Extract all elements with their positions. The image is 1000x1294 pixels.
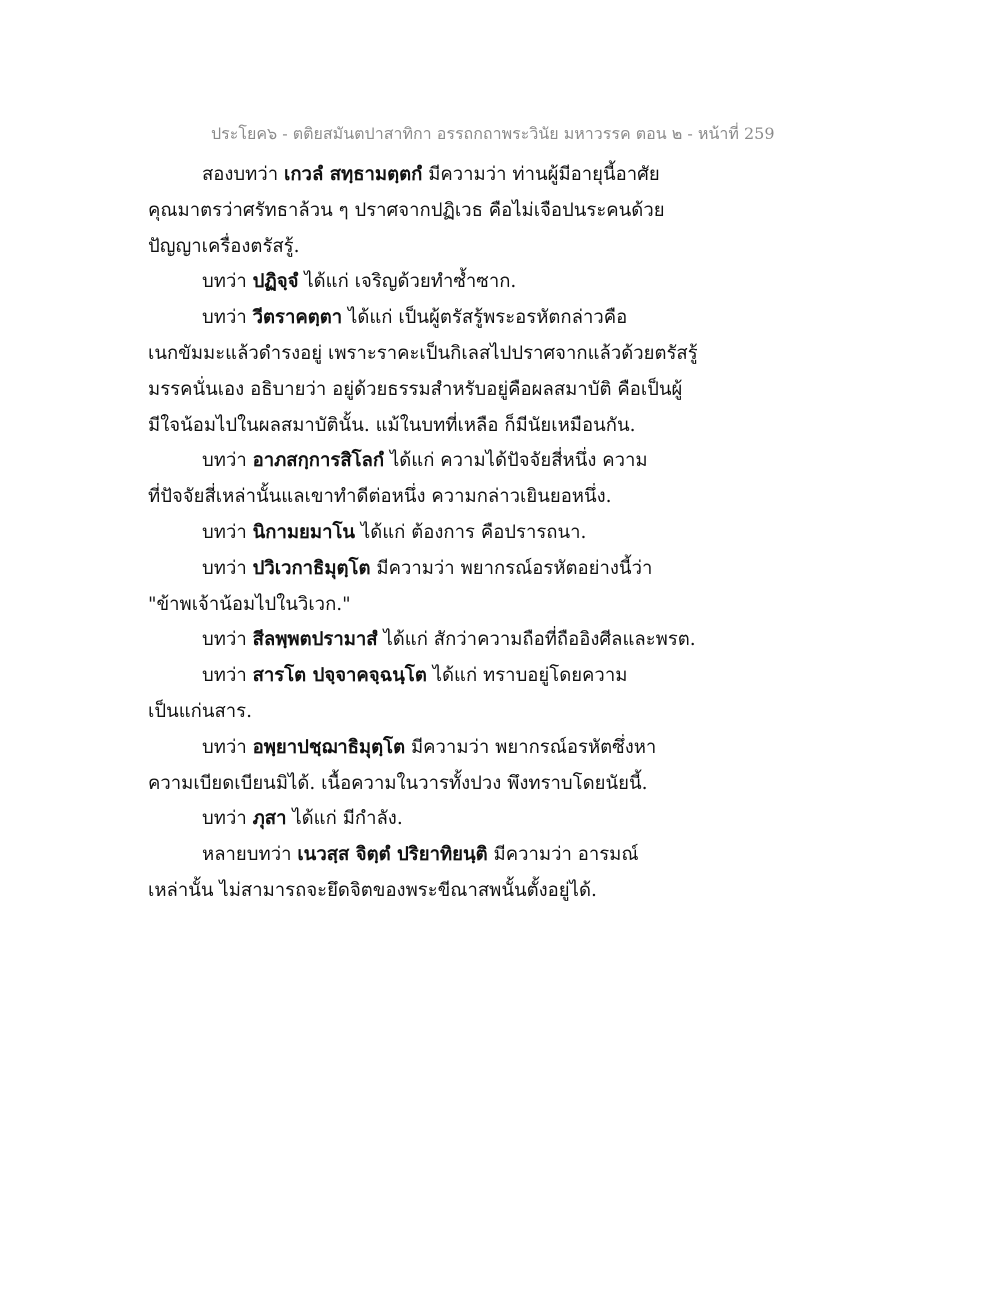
line-text: บทว่า	[202, 271, 253, 293]
line-text: บทว่า	[202, 808, 253, 830]
line-text-continued: ได้แก่ สักว่าความถือที่ถืออิงศีลและพรต.	[377, 629, 696, 651]
pali-term: สารโต ปจฺจาคจฺฉนฺโต	[252, 665, 427, 687]
text-line	[148, 622, 868, 658]
line-text: เนกขัมมะแล้วดำรงอยู่ เพราะราคะเป็นกิเลสไปปราศจากแล้วด้วยตรัสรู้	[148, 342, 698, 364]
text-line	[148, 551, 868, 587]
line-text: ปัญญาเครื่องตรัสรู้.	[148, 235, 300, 257]
text-line	[148, 300, 868, 336]
line-text-continued: ได้แก่ ทราบอยู่โดยความ	[426, 665, 628, 687]
line-text: "ข้าพเจ้าน้อมไปในวิเวก."	[148, 593, 351, 615]
line-text: ความเบียดเบียนมิได้. เนื้อความในวารทั้งปวง พึงทราบโดยนัยนี้.	[148, 772, 648, 794]
text-line	[148, 873, 868, 909]
line-text-continued: มีความว่า อารมณ์	[487, 844, 639, 866]
text-line	[148, 515, 868, 551]
line-text: เหล่านั้น ไม่สามารถจะยึดจิตของพระขีณาสพนั้นตั้งอยู่ได้.	[148, 879, 597, 901]
text-line	[148, 766, 868, 802]
line-text: คุณมาตรว่าศรัทธาล้วน ๆ ปราศจากปฏิเวธ คือไม่เจือปนระคนด้วย	[148, 199, 665, 221]
pali-term: อพฺยาปชฺฌาธิมุตฺโต	[252, 736, 406, 758]
line-text-continued: ได้แก่ ความได้ปัจจัยสี่หนึ่ง ความ	[384, 450, 648, 472]
pali-term: ปฏิจฺจํ	[252, 271, 299, 293]
pali-term: ภุสา	[252, 808, 287, 830]
line-text: บทว่า	[202, 450, 253, 472]
line-text: มีใจน้อมไปในผลสมาบัตินั้น. แม้ในบทที่เหลือ ก็มีนัยเหมือนกัน.	[148, 414, 636, 436]
text-line	[148, 229, 868, 265]
line-text-continued: ได้แก่ มีกำลัง.	[286, 808, 403, 830]
text-line	[148, 479, 868, 515]
pali-term: สีลพฺพตปรามาสํ	[252, 629, 378, 651]
page-header: ประโยค๖ - ตติยสมันตปาสาทิกา อรรถกถาพระวินัย มหาวรรค ตอน ๒ - หน้าที่ 259	[211, 124, 775, 143]
line-text: บทว่า	[202, 521, 253, 543]
line-text: มรรคนั่นเอง อธิบายว่า อยู่ด้วยธรรมสำหรับอยู่คือผลสมาบัติ คือเป็นผู้	[148, 378, 683, 400]
text-line	[148, 837, 868, 873]
line-text: บทว่า	[202, 557, 253, 579]
line-text-continued: มีความว่า พยากรณ์อรหัตซึ่งหา	[405, 736, 657, 758]
line-text: หลายบทว่า	[202, 844, 298, 866]
pali-term: เนวสฺส จิตฺตํ ปริยาทิยนฺติ	[297, 844, 488, 866]
line-text: บทว่า	[202, 307, 253, 329]
pali-term: เกวลํ สทฺธามตฺตกํ	[284, 164, 423, 185]
text-line	[148, 658, 868, 694]
line-text: ที่ปัจจัยสี่เหล่านั้นแลเขาทำดีต่อหนึ่ง ความกล่าวเยินยอหนึ่ง.	[148, 486, 612, 508]
line-text: เป็นแก่นสาร.	[148, 700, 252, 722]
pali-term: วีตราคตฺตา	[252, 307, 343, 329]
line-text: บทว่า	[202, 665, 253, 687]
text-line	[148, 801, 868, 837]
line-text: สองบทว่า	[202, 164, 285, 185]
line-text: บทว่า	[202, 629, 253, 651]
line-text-continued: ได้แก่ เจริญด้วยทำซ้ำซาก.	[298, 271, 517, 293]
text-line	[148, 193, 868, 229]
pali-term: นิกามยมาโน	[252, 521, 356, 543]
line-text-continued: ได้แก่ ต้องการ คือปรารถนา.	[355, 521, 587, 543]
text-line	[148, 157, 868, 193]
text-line	[148, 336, 868, 372]
line-text-continued: ได้แก่ เป็นผู้ตรัสรู้พระอรหัตกล่าวคือ	[342, 307, 628, 329]
text-line	[148, 264, 868, 300]
text-line	[148, 730, 868, 766]
text-line	[148, 372, 868, 408]
pali-term: ปวิเวกาธิมุตฺโต	[252, 557, 371, 579]
line-text: บทว่า	[202, 736, 253, 758]
line-text-continued: มีความว่า พยากรณ์อรหัตอย่างนี้ว่า	[370, 557, 653, 579]
document-body	[148, 157, 868, 909]
pali-term: อาภสกฺการสิโลกํ	[252, 450, 385, 472]
line-text-continued: มีความว่า ท่านผู้มีอายุนี้อาศัย	[422, 164, 660, 185]
text-line	[148, 408, 868, 444]
text-line	[148, 443, 868, 479]
text-line	[148, 587, 868, 623]
text-line	[148, 694, 868, 730]
